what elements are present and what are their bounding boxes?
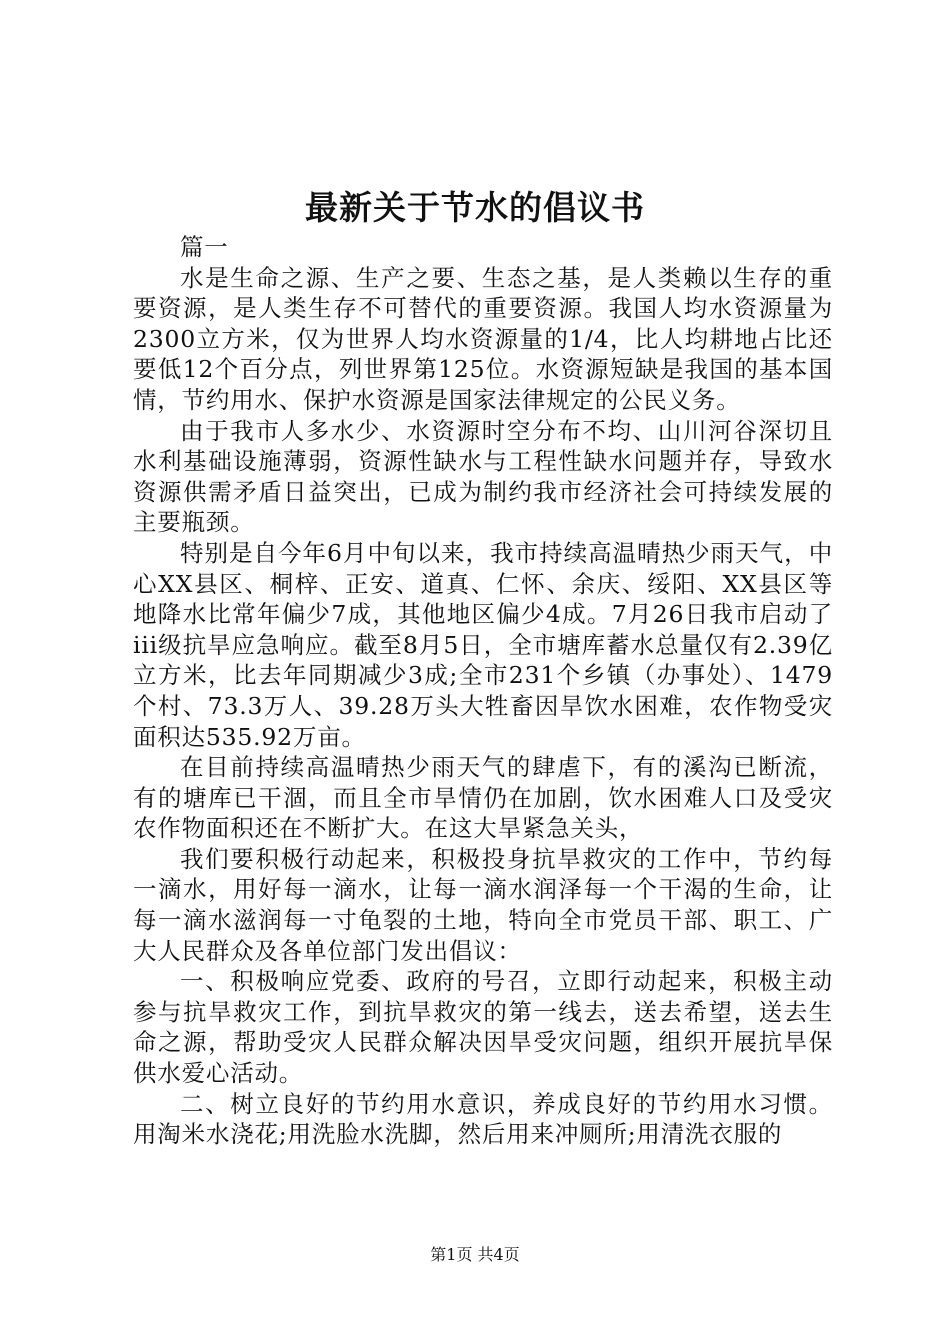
paragraph-7: 二、树立良好的节约用水意识，养成良好的节约用水习惯。用淘米水浇花;用洗脸水洗脚，然后用来冲厕所;用清洗衣服的 — [133, 1089, 833, 1149]
paragraph-5: 我们要积极行动起来，积极投身抗旱救灾的工作中，节约每一滴水，用好每一滴水，让每一滴水润泽每一个干渴的生命，让每一滴水滋润每一寸龟裂的土地，特向全市党员干部、职工、广大人民群众及各单位部门发出倡议： — [133, 844, 833, 965]
page-number-footer: 第1页 共4页 — [430, 1245, 520, 1264]
paragraph-3: 特别是自今年6月中旬以来，我市持续高温晴热少雨天气，中心XX县区、桐梓、正安、道真、仁怀、余庆、绥阳、XX县区等地降水比常年偏少7成，其他地区偏少4成。7月26日我市启动了iii级抗旱应急响应。截至8月5日，全市塘库蓄水总量仅有2.39亿立方米，比去年同期减少3成;全市231个乡镇（办事处）、1479个村、73.3万人、39.28万头大牲畜因旱饮水困难，农作物受灾面积达535.92万亩。 — [133, 538, 833, 751]
paragraph-2: 由于我市人多水少、水资源时空分布不均、山川河谷深切且水利基础设施薄弱，资源性缺水与工程性缺水问题并存，导致水资源供需矛盾日益突出，已成为制约我市经济社会可持续发展的主要瓶颈。 — [133, 416, 833, 537]
section-label: 篇一 — [180, 233, 229, 261]
paragraph-4: 在目前持续高温晴热少雨天气的肆虐下，有的溪沟已断流，有的塘库已干涸，而且全市旱情仍在加剧，饮水困难人口及受灾农作物面积还在不断扩大。在这大旱紧急关头， — [133, 753, 833, 843]
document-title: 最新关于节水的倡议书 — [305, 188, 645, 227]
paragraph-6: 一、积极响应党委、政府的号召，立即行动起来，积极主动参与抗旱救灾工作，到抗旱救灾的第一线去，送去希望，送去生命之源，帮助受灾人民群众解决因旱受灾问题，组织开展抗旱保供水爱心活动。 — [133, 967, 833, 1088]
document-body — [133, 232, 833, 1150]
paragraph-1: 水是生命之源、生产之要、生态之基，是人类赖以生存的重要资源，是人类生存不可替代的重要资源。我国人均水资源量为2300立方米，仅为世界人均水资源量的1/4，比人均耕地占比还要低12个百分点，列世界第125位。水资源短缺是我国的基本国情，节约用水、保护水资源是国家法律规定的公民义务。 — [133, 263, 833, 414]
